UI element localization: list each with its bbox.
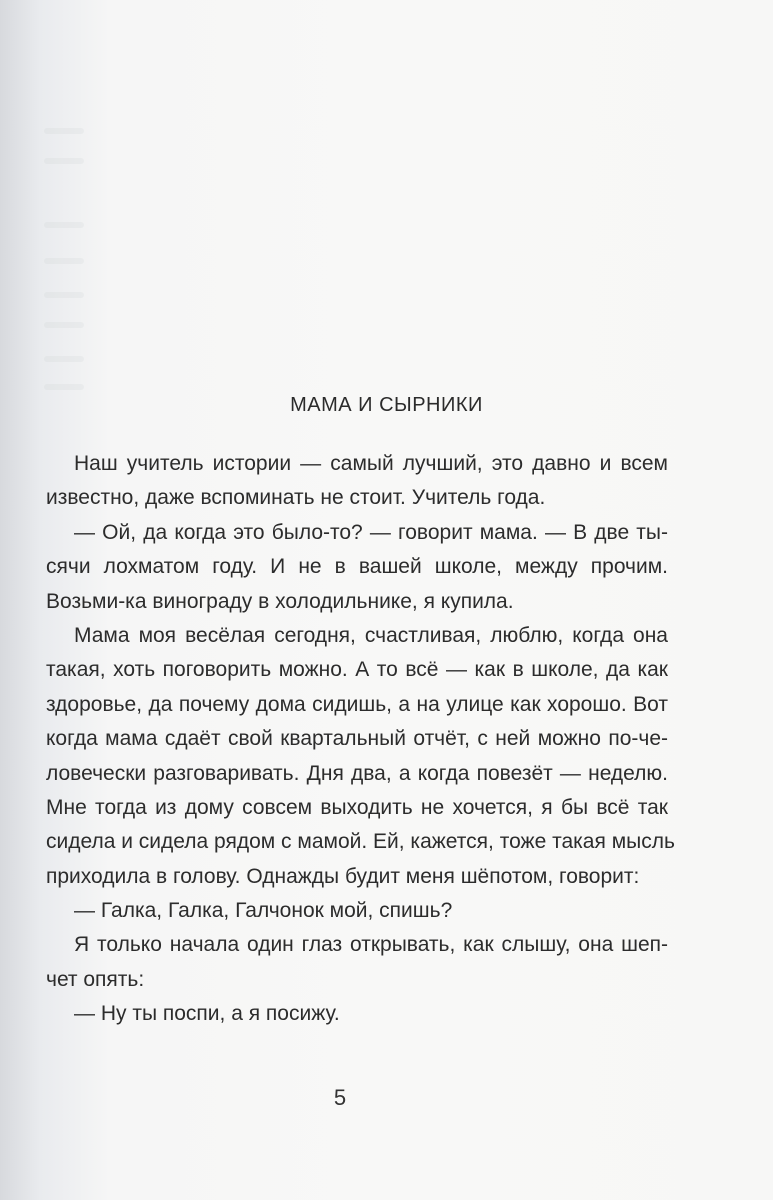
bleed-through-mark: [44, 128, 84, 134]
text-line: Мне тогда из дому совсем выходить не хочется, я бы всё так: [46, 795, 668, 819]
text-line: чет опять:: [46, 967, 145, 991]
chapter-title: МАМА И СЫРНИКИ: [290, 394, 483, 416]
text-line: ловечески разговаривать. Дня два, а когда повезёт — неделю.: [46, 761, 668, 785]
text-line: — Ой, да когда это было-то? — говорит мама. — В две ты-: [74, 520, 668, 544]
text-line: Мама моя весёлая сегодня, счастливая, люблю, когда она: [74, 623, 668, 647]
text-line: Возьми-ка винограду в холодильнике, я купила.: [46, 589, 514, 613]
page-number: 5: [333, 1085, 347, 1110]
bleed-through-mark: [44, 292, 84, 298]
text-line: здоровье, да почему дома сидишь, а на улице как хорошо. Вот: [46, 692, 668, 716]
body-text: [46, 447, 675, 1032]
bleed-through-mark: [44, 158, 84, 164]
bleed-through-mark: [44, 258, 84, 264]
text-line: Наш учитель истории — самый лучший, это давно и всем: [74, 452, 668, 475]
bleed-through-mark: [44, 222, 84, 228]
bleed-through-mark: [44, 356, 84, 362]
text-line: такая, хоть поговорить можно. А то всё — как в школе, да как: [46, 658, 668, 682]
bleed-through-mark: [44, 384, 84, 390]
text-line: Я только начала один глаз открывать, как слышу, она шеп-: [74, 933, 668, 957]
text-line: сидела и сидела рядом с мамой. Ей, кажется, тоже такая мысль: [46, 830, 675, 854]
text-line: известно, даже вспоминать не стоит. Учитель года.: [46, 486, 546, 510]
bleed-through-mark: [44, 322, 84, 328]
text-line: — Галка, Галка, Галчонок мой, спишь?: [74, 899, 453, 923]
text-line: когда мама сдаёт свой квартальный отчёт, с ней можно по-че-: [46, 727, 668, 751]
text-line: приходила в голову. Однажды будит меня шёпотом, говорит:: [46, 864, 640, 888]
text-line: сячи лохматом году. И не в вашей школе, между прочим.: [46, 555, 668, 579]
text-line: — Ну ты поспи, а я посижу.: [74, 1002, 340, 1026]
